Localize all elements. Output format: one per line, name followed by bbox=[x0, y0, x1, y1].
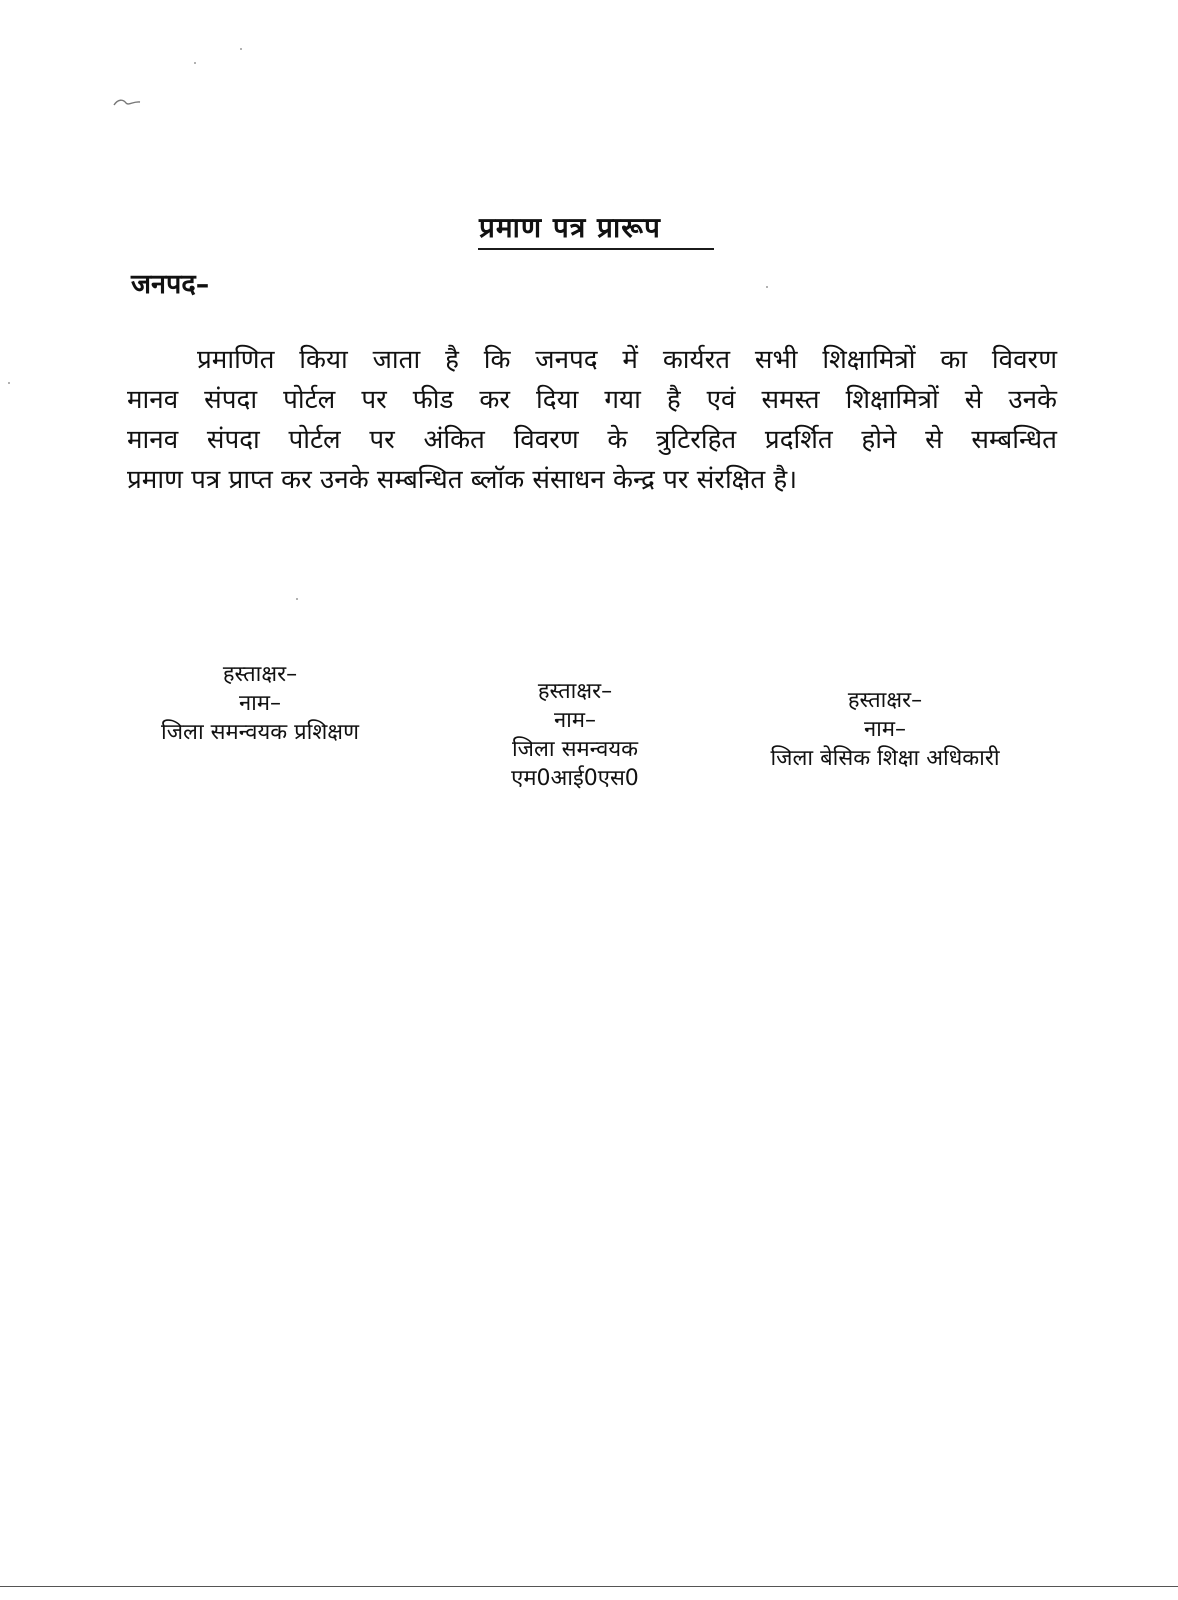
scan-speck bbox=[296, 598, 298, 600]
scan-mark-icon bbox=[113, 97, 141, 107]
name-label: नाम– bbox=[863, 717, 907, 742]
certificate-paragraph bbox=[127, 340, 1057, 500]
name-label: नाम– bbox=[238, 691, 282, 716]
signature-block-education-officer bbox=[730, 686, 1040, 773]
district-label: जनपद– bbox=[131, 269, 210, 300]
page-title: प्रमाण पत्र प्रारूप bbox=[479, 211, 661, 244]
signature-label: हस्ताक्षर– bbox=[537, 679, 613, 704]
paragraph-line: मानव संपदा पोर्टल पर फीड कर दिया गया है एवं समस्त शिक्षामित्रों से उनके bbox=[127, 385, 1057, 415]
scan-speck bbox=[240, 48, 242, 50]
designation-line: जिला समन्वयक प्रशिक्षण bbox=[161, 720, 359, 745]
scan-speck bbox=[766, 286, 768, 288]
paragraph-line: प्रमाण पत्र प्राप्त कर उनके सम्बन्धित ब्लॉक संसाधन केन्द्र पर संरक्षित है। bbox=[127, 465, 798, 495]
designation-line: जिला बेसिक शिक्षा अधिकारी bbox=[770, 746, 1000, 771]
signature-label: हस्ताक्षर– bbox=[222, 662, 298, 687]
designation-line: जिला समन्वयक bbox=[511, 737, 639, 762]
designation-line: एम0आई0एस0 bbox=[511, 766, 639, 791]
paragraph-line: प्रमाणित किया जाता है कि जनपद में कार्यरत सभी शिक्षामित्रों का विवरण bbox=[197, 345, 1057, 375]
title-underline bbox=[478, 248, 714, 250]
signature-label: हस्ताक्षर– bbox=[847, 688, 923, 713]
scan-speck bbox=[8, 382, 10, 384]
signature-block-training-coordinator bbox=[130, 660, 390, 747]
scan-speck bbox=[194, 62, 196, 64]
page-bottom-edge bbox=[0, 1586, 1178, 1587]
paragraph-line: मानव संपदा पोर्टल पर अंकित विवरण के त्रुटिरहित प्रदर्शित होने से सम्बन्धित bbox=[127, 425, 1057, 455]
signature-block-mis-coordinator bbox=[460, 677, 690, 793]
name-label: नाम– bbox=[553, 708, 597, 733]
